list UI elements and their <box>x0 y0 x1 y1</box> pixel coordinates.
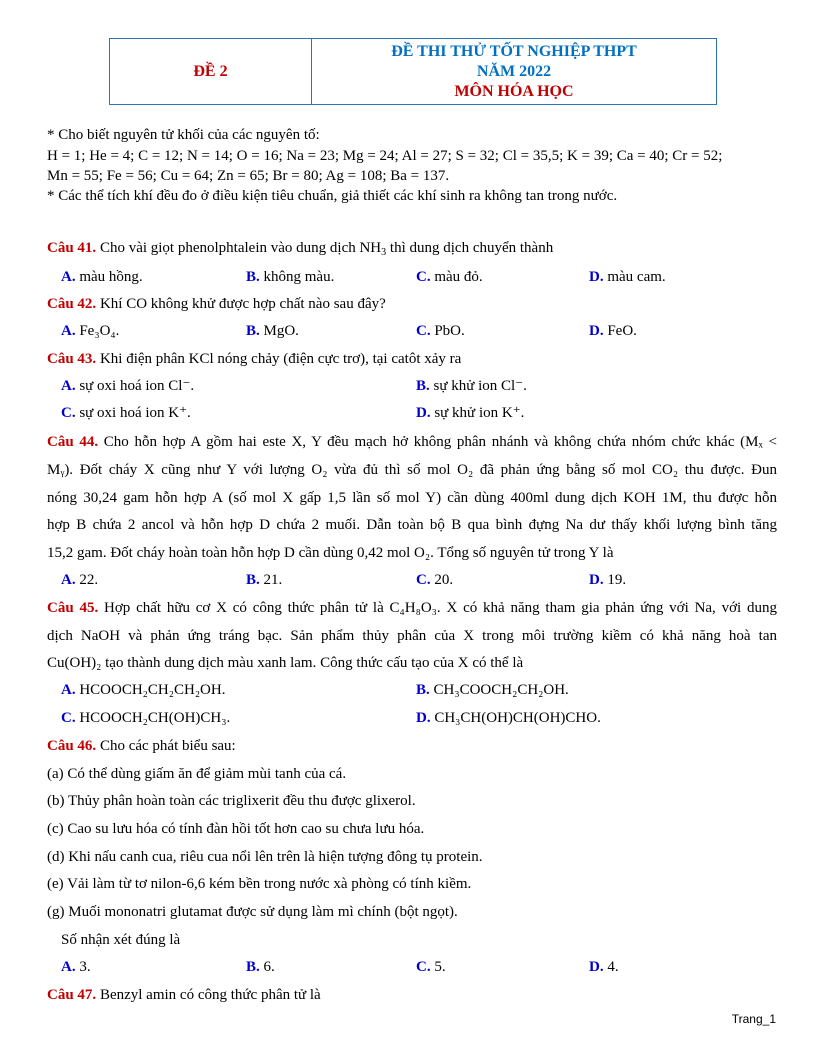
question-number: Câu 46. <box>47 738 97 754</box>
option-label: B. <box>246 323 260 339</box>
option-d[interactable] <box>416 403 524 423</box>
option-text: FeO. <box>607 323 637 339</box>
intro-line-2: H = 1; He = 4; C = 12; N = 14; O = 16; Na = 23; Mg = 24; Al = 27; S = 32; Cl = 35,5; K = 39; Ca = 40; Cr = 52; <box>47 148 723 164</box>
option-label: A. <box>61 269 76 285</box>
option-d[interactable] <box>589 267 666 287</box>
option-text: 3. <box>79 959 91 975</box>
exam-title-line2: NĂM 2022 <box>476 62 552 80</box>
option-d[interactable] <box>589 321 637 341</box>
exam-subject: MÔN HÓA HỌC <box>454 82 574 100</box>
subscript: 3 <box>381 247 387 258</box>
option-label: D. <box>589 323 604 339</box>
option-text: CH₃CH(OH)CH(OH)CHO. <box>434 710 601 726</box>
option-label: C. <box>416 269 431 285</box>
option-text: sự khử ion Cl⁻. <box>433 378 527 394</box>
option-a[interactable] <box>61 376 194 396</box>
question-text: Cho các phát biểu sau: <box>96 738 236 754</box>
option-label: D. <box>589 572 604 588</box>
option-a[interactable] <box>61 570 98 590</box>
option-text: màu hồng. <box>79 269 143 285</box>
question-number: Câu 45. <box>47 600 99 616</box>
statement-d: (d) Khi nấu canh cua, riêu cua nổi lên trên là hiện tượng đông tụ protein. <box>47 849 483 865</box>
option-label: B. <box>246 572 260 588</box>
option-text: PbO. <box>434 323 465 339</box>
option-text: CH₃COOCH₂CH₂OH. <box>433 682 569 698</box>
option-text: 21. <box>263 572 283 588</box>
option-label: A. <box>61 682 76 698</box>
option-text: 20. <box>434 572 454 588</box>
option-label: C. <box>416 572 431 588</box>
question-45-line-2: dịch NaOH và phản ứng tráng bạc. Sản phẩm thủy phân của X trong môi trường kiềm có khả năng hoà tan <box>47 628 777 644</box>
option-label: A. <box>61 572 76 588</box>
option-label: C. <box>416 959 431 975</box>
question-number: Câu 43. <box>47 351 97 367</box>
option-label: D. <box>589 959 604 975</box>
option-label: B. <box>246 959 260 975</box>
option-a[interactable] <box>61 957 91 977</box>
statement-c: (c) Cao su lưu hóa có tính đàn hồi tốt hơn cao su chưa lưu hóa. <box>47 821 425 837</box>
exam-code: ĐỀ 2 <box>110 39 312 104</box>
question-41 <box>47 238 553 258</box>
question-44 <box>47 432 777 452</box>
option-label: B. <box>416 378 430 394</box>
question-text: Khi điện phân KCl nóng chảy (điện cực trơ), tại catôt xảy ra <box>96 351 462 367</box>
option-b[interactable] <box>416 376 527 396</box>
statement-a: (a) Có thể dùng giấm ăn để giảm mùi tanh của cá. <box>47 766 347 782</box>
exam-title-block <box>312 39 716 104</box>
option-label: D. <box>416 710 431 726</box>
option-b[interactable] <box>416 680 569 700</box>
option-text: Fe₃O₄. <box>79 323 120 339</box>
question-45-line-3: Cu(OH)₂ tạo thành dung dịch màu xanh lam. Công thức cấu tạo của X có thể là <box>47 655 524 671</box>
option-label: C. <box>416 323 431 339</box>
option-c[interactable] <box>416 267 483 287</box>
intro-line-4: * Các thể tích khí đều đo ở điều kiện tiêu chuẩn, giả thiết các khí sinh ra không tan trong nước. <box>47 188 618 204</box>
option-a[interactable] <box>61 680 225 700</box>
exam-title-line1: ĐỀ THI THỬ TỐT NGHIỆP THPT <box>391 42 637 60</box>
question-number: Câu 41. <box>47 240 97 256</box>
question-text: Hợp chất hữu cơ X có công thức phân tử là C₄H₈O₃. X có khả năng tham gia phản ứng với Na, với dung <box>98 600 777 616</box>
option-label: A. <box>61 378 76 394</box>
question-text: Cho vài giọt phenolphtalein vào dung dịch NH <box>96 240 382 256</box>
option-text: không màu. <box>263 269 335 285</box>
option-b[interactable] <box>246 267 334 287</box>
question-text-end: thì dung dịch chuyển thành <box>386 240 554 256</box>
option-label: D. <box>589 269 604 285</box>
option-c[interactable] <box>61 403 191 423</box>
option-c[interactable] <box>61 708 230 728</box>
option-label: B. <box>246 269 260 285</box>
question-text: Khí CO không khử được hợp chất nào sau đây? <box>96 296 386 312</box>
statement-e: (e) Vải làm từ tơ nilon-6,6 kém bền trong nước xà phòng có tính kiềm. <box>47 876 472 892</box>
option-a[interactable] <box>61 267 143 287</box>
option-c[interactable] <box>416 321 465 341</box>
question-number: Câu 42. <box>47 296 97 312</box>
option-text: HCOOCH₂CH₂CH₂OH. <box>79 682 226 698</box>
page-number: Trang_1 <box>731 1012 776 1026</box>
option-label: D. <box>416 405 431 421</box>
option-label: A. <box>61 323 76 339</box>
option-d[interactable] <box>416 708 601 728</box>
question-47 <box>47 985 321 1005</box>
question-44-line-2: Mᵧ). Đốt cháy X cũng như Y với lượng O₂ vừa đủ thì số mol O₂ đã phản ứng bằng số mol CO₂ thu được. Đun <box>47 462 777 478</box>
option-label: B. <box>416 682 430 698</box>
option-text: 4. <box>607 959 619 975</box>
question-43 <box>47 349 461 369</box>
question-text: Cho hỗn hợp A gồm hai este X, Y đều mạch hở không phân nhánh và không chứa nhóm chức khác (Mₓ < <box>98 434 777 450</box>
option-text: 22. <box>79 572 99 588</box>
option-text: MgO. <box>263 323 299 339</box>
question-42 <box>47 294 386 314</box>
option-text: sự khử ion K⁺. <box>434 405 525 421</box>
option-text: 6. <box>263 959 275 975</box>
question-44-line-5: 15,2 gam. Đốt cháy hoàn toàn hỗn hợp D cần dùng 0,42 mol O₂. Tổng số nguyên tử trong Y là <box>47 545 614 561</box>
option-d[interactable] <box>589 570 626 590</box>
question-number: Câu 47. <box>47 987 97 1003</box>
option-a[interactable] <box>61 321 119 341</box>
option-text: màu đỏ. <box>434 269 483 285</box>
question-number: Câu 44. <box>47 434 99 450</box>
option-c[interactable] <box>416 570 453 590</box>
option-b[interactable] <box>246 570 282 590</box>
statement-g: (g) Muối mononatri glutamat được sử dụng làm mì chính (bột ngọt). <box>47 904 458 920</box>
intro-line-1: * Cho biết nguyên tử khối của các nguyên tố: <box>47 127 320 143</box>
question-45 <box>47 598 777 618</box>
option-text: màu cam. <box>607 269 666 285</box>
option-d[interactable] <box>589 957 619 977</box>
question-46 <box>47 736 236 756</box>
option-text: 19. <box>607 572 627 588</box>
option-label: C. <box>61 710 76 726</box>
option-label: A. <box>61 959 76 975</box>
exam-header <box>109 38 717 105</box>
option-b[interactable] <box>246 321 299 341</box>
question-text: Benzyl amin có công thức phân tử là <box>96 987 321 1003</box>
statement-b: (b) Thủy phân hoàn toàn các triglixerit đều thu được glixerol. <box>47 793 416 809</box>
option-text: 5. <box>434 959 446 975</box>
question-44-line-3: nóng 30,24 gam hỗn hợp A (số mol X gấp 1,5 lần số mol Y) cần dùng 400ml dung dịch KOH 1M, thu được hỗn <box>47 490 777 506</box>
option-text: sự oxi hoá ion K⁺. <box>79 405 191 421</box>
intro-line-3: Mn = 55; Fe = 56; Cu = 64; Zn = 65; Br = 80; Ag = 108; Ba = 137. <box>47 168 450 184</box>
question-44-line-4: hợp B chứa 2 ancol và hỗn hợp D chứa 2 muối. Dẫn toàn bộ B qua bình đựng Na dư thấy khối lượng bình tăng <box>47 517 777 533</box>
option-text: HCOOCH₂CH(OH)CH₃. <box>79 710 231 726</box>
option-text: sự oxi hoá ion Cl⁻. <box>79 378 195 394</box>
option-b[interactable] <box>246 957 275 977</box>
question-46-ask: Số nhận xét đúng là <box>61 932 181 948</box>
option-c[interactable] <box>416 957 446 977</box>
option-label: C. <box>61 405 76 421</box>
